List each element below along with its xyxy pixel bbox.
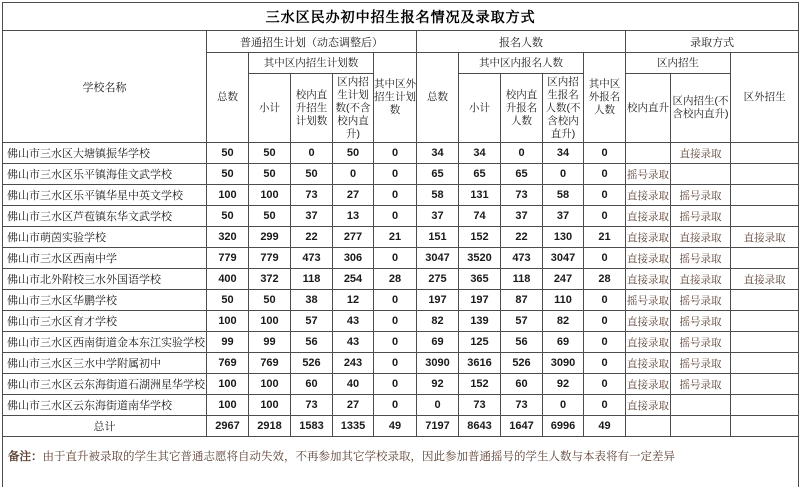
value-cell: 131 (459, 185, 501, 206)
value-cell: 365 (459, 269, 501, 290)
admission-method-cell: 直接录取 (626, 353, 671, 374)
value-cell: 34 (459, 143, 501, 164)
value-cell: 8643 (459, 416, 501, 437)
value-cell: 50 (291, 164, 333, 185)
admission-method-cell: 摇号录取 (671, 332, 731, 353)
value-cell: 0 (584, 248, 626, 269)
table-row (3, 353, 799, 374)
value-cell: 100 (207, 311, 249, 332)
col-header-plan-outside: 其中区外招生计划数 (374, 53, 417, 143)
note-cell (3, 437, 799, 487)
value-cell: 43 (333, 311, 374, 332)
admission-method-cell: 直接录取 (626, 248, 671, 269)
value-cell: 57 (501, 311, 543, 332)
admission-method-cell: 直接录取 (731, 269, 799, 290)
value-cell: 1335 (333, 416, 374, 437)
value-cell: 769 (207, 353, 249, 374)
admission-method-cell: 摇号录取 (671, 374, 731, 395)
school-name-cell: 佛山市三水区云东海街道南华学校 (3, 395, 207, 416)
admission-method-cell (731, 374, 799, 395)
value-cell: 0 (374, 374, 417, 395)
value-cell: 0 (584, 332, 626, 353)
col-group-plan: 普通招生计划（动态调整后） (207, 31, 417, 53)
value-cell: 34 (543, 143, 584, 164)
value-cell: 50 (207, 143, 249, 164)
table-row (3, 185, 799, 206)
value-cell: 197 (417, 290, 459, 311)
value-cell: 0 (374, 395, 417, 416)
col-group-adm-inner: 区内招生 (626, 53, 731, 74)
value-cell: 82 (417, 311, 459, 332)
value-cell: 0 (374, 143, 417, 164)
col-header-reg-district: 区内招生报名人数(不含校内直升) (543, 74, 584, 143)
table-row (3, 143, 799, 164)
total-row (3, 416, 799, 437)
value-cell: 27 (333, 185, 374, 206)
value-cell: 100 (207, 395, 249, 416)
total-label-cell: 总计 (3, 416, 207, 437)
col-header-school: 学校名称 (3, 31, 207, 143)
value-cell: 22 (291, 227, 333, 248)
value-cell: 130 (543, 227, 584, 248)
value-cell: 769 (249, 353, 291, 374)
value-cell: 73 (291, 395, 333, 416)
table-row (3, 290, 799, 311)
school-name-cell: 佛山市三水区云东海街道石湖洲星华学校 (3, 374, 207, 395)
header-group-row (3, 31, 799, 53)
admission-method-cell (731, 395, 799, 416)
value-cell: 0 (584, 185, 626, 206)
value-cell: 0 (374, 206, 417, 227)
value-cell: 28 (374, 269, 417, 290)
admission-method-cell: 直接录取 (626, 311, 671, 332)
col-header-reg-total: 总数 (417, 53, 459, 143)
admission-method-cell (731, 248, 799, 269)
admission-method-cell (671, 416, 731, 437)
note-row (3, 437, 799, 487)
value-cell: 74 (459, 206, 501, 227)
school-name-cell: 佛山市三水区大塘镇振华学校 (3, 143, 207, 164)
school-name-cell: 佛山市三水区西南街道金本东江实验学校 (3, 332, 207, 353)
value-cell: 6996 (543, 416, 584, 437)
col-header-adm-direct: 校内直升 (626, 74, 671, 143)
value-cell: 0 (374, 185, 417, 206)
value-cell: 0 (584, 206, 626, 227)
value-cell: 152 (459, 227, 501, 248)
admission-method-cell: 摇号录取 (671, 206, 731, 227)
table-row (3, 332, 799, 353)
value-cell: 0 (374, 311, 417, 332)
value-cell: 37 (291, 206, 333, 227)
value-cell: 99 (249, 332, 291, 353)
value-cell: 34 (417, 143, 459, 164)
col-header-adm-outside: 区外招生 (731, 53, 799, 143)
value-cell: 197 (459, 290, 501, 311)
value-cell: 118 (291, 269, 333, 290)
col-group-plan-inner: 其中区内招生计划数 (249, 53, 374, 74)
value-cell: 1583 (291, 416, 333, 437)
value-cell: 73 (459, 395, 501, 416)
value-cell: 0 (374, 290, 417, 311)
value-cell: 3047 (543, 248, 584, 269)
admission-method-cell (731, 164, 799, 185)
admission-method-cell (731, 290, 799, 311)
admission-method-cell: 直接录取 (626, 332, 671, 353)
admission-method-cell (671, 395, 731, 416)
value-cell: 50 (207, 290, 249, 311)
value-cell: 7197 (417, 416, 459, 437)
admission-method-cell: 直接录取 (626, 185, 671, 206)
value-cell: 0 (584, 290, 626, 311)
admission-method-cell: 摇号录取 (626, 164, 671, 185)
value-cell: 100 (249, 374, 291, 395)
value-cell: 3520 (459, 248, 501, 269)
value-cell: 0 (374, 332, 417, 353)
admission-method-cell: 摇号录取 (671, 311, 731, 332)
value-cell: 38 (291, 290, 333, 311)
value-cell: 43 (333, 332, 374, 353)
value-cell: 0 (584, 143, 626, 164)
value-cell: 50 (333, 143, 374, 164)
value-cell: 299 (249, 227, 291, 248)
table-row (3, 374, 799, 395)
value-cell: 56 (291, 332, 333, 353)
admission-method-cell: 直接录取 (731, 227, 799, 248)
value-cell: 0 (374, 353, 417, 374)
value-cell: 50 (249, 164, 291, 185)
value-cell: 2967 (207, 416, 249, 437)
admission-method-cell: 摇号录取 (671, 248, 731, 269)
admission-method-cell: 直接录取 (671, 269, 731, 290)
school-name-cell: 佛山市萌茵实验学校 (3, 227, 207, 248)
value-cell: 125 (459, 332, 501, 353)
value-cell: 3616 (459, 353, 501, 374)
value-cell: 275 (417, 269, 459, 290)
value-cell: 526 (291, 353, 333, 374)
value-cell: 82 (543, 311, 584, 332)
value-cell: 372 (249, 269, 291, 290)
title-row (3, 3, 799, 31)
admission-method-cell: 直接录取 (626, 206, 671, 227)
value-cell: 22 (501, 227, 543, 248)
value-cell: 400 (207, 269, 249, 290)
value-cell: 12 (333, 290, 374, 311)
admission-method-cell (731, 143, 799, 164)
admission-method-cell (731, 185, 799, 206)
admission-method-cell: 直接录取 (671, 143, 731, 164)
value-cell: 37 (543, 206, 584, 227)
table-row (3, 227, 799, 248)
school-name-cell: 佛山市三水区华鹏学校 (3, 290, 207, 311)
value-cell: 28 (584, 269, 626, 290)
col-group-reg-inner: 其中区内报名人数 (459, 53, 584, 74)
value-cell: 40 (333, 374, 374, 395)
school-name-cell: 佛山市三水区育才学校 (3, 311, 207, 332)
note-text: 由于直升被录取的学生其它普通志愿将自动失效，不再参加其它学校录取，因此参加普通摇号的学生人数与本表将有一定差异 (42, 451, 675, 463)
admission-method-cell (626, 416, 671, 437)
admission-method-cell: 直接录取 (626, 374, 671, 395)
note-label: 备注： (8, 451, 43, 463)
col-header-plan-total: 总数 (207, 53, 249, 143)
value-cell: 110 (543, 290, 584, 311)
col-header-plan-district: 区内招生计划数(不含校内直升) (333, 74, 374, 143)
value-cell: 0 (584, 395, 626, 416)
value-cell: 21 (374, 227, 417, 248)
admission-method-cell (731, 416, 799, 437)
value-cell: 320 (207, 227, 249, 248)
value-cell: 49 (374, 416, 417, 437)
value-cell: 69 (417, 332, 459, 353)
enrollment-table (2, 2, 799, 487)
school-name-cell: 佛山市三水区西南中学 (3, 248, 207, 269)
admission-method-cell (731, 353, 799, 374)
value-cell: 87 (501, 290, 543, 311)
value-cell: 0 (584, 164, 626, 185)
value-cell: 473 (291, 248, 333, 269)
value-cell: 50 (249, 290, 291, 311)
value-cell: 277 (333, 227, 374, 248)
value-cell: 3047 (417, 248, 459, 269)
value-cell: 100 (249, 311, 291, 332)
admission-method-cell: 直接录取 (626, 227, 671, 248)
value-cell: 0 (333, 164, 374, 185)
value-cell: 254 (333, 269, 374, 290)
value-cell: 151 (417, 227, 459, 248)
col-header-plan-direct: 校内直升招生计划数 (291, 74, 333, 143)
admission-method-cell: 摇号录取 (671, 185, 731, 206)
value-cell: 0 (543, 164, 584, 185)
admission-method-cell: 摇号录取 (671, 290, 731, 311)
value-cell: 37 (417, 206, 459, 227)
school-name-cell: 佛山市三水区乐平镇华星中英文学校 (3, 185, 207, 206)
table-row (3, 395, 799, 416)
admission-method-cell: 直接录取 (671, 227, 731, 248)
admission-method-cell: 直接录取 (626, 269, 671, 290)
admission-method-cell (671, 164, 731, 185)
value-cell: 3090 (543, 353, 584, 374)
col-group-admission: 录取方式 (626, 31, 799, 53)
value-cell: 27 (333, 395, 374, 416)
table-row (3, 248, 799, 269)
table-row (3, 164, 799, 185)
value-cell: 0 (291, 143, 333, 164)
admission-method-cell (731, 311, 799, 332)
admission-method-cell (731, 332, 799, 353)
value-cell: 65 (459, 164, 501, 185)
value-cell: 2918 (249, 416, 291, 437)
table-row (3, 269, 799, 290)
value-cell: 60 (291, 374, 333, 395)
table-row (3, 311, 799, 332)
value-cell: 306 (333, 248, 374, 269)
value-cell: 0 (543, 395, 584, 416)
value-cell: 0 (501, 143, 543, 164)
table-row (3, 206, 799, 227)
value-cell: 99 (207, 332, 249, 353)
value-cell: 779 (249, 248, 291, 269)
value-cell: 50 (207, 206, 249, 227)
value-cell: 50 (249, 143, 291, 164)
col-header-plan-subtotal: 小计 (249, 74, 291, 143)
value-cell: 65 (501, 164, 543, 185)
value-cell: 50 (249, 206, 291, 227)
value-cell: 3090 (417, 353, 459, 374)
value-cell: 69 (543, 332, 584, 353)
value-cell: 73 (501, 395, 543, 416)
admission-method-cell (731, 206, 799, 227)
value-cell: 73 (291, 185, 333, 206)
col-group-registration: 报名人数 (417, 31, 626, 53)
value-cell: 0 (417, 395, 459, 416)
value-cell: 139 (459, 311, 501, 332)
value-cell: 58 (417, 185, 459, 206)
col-header-reg-subtotal: 小计 (459, 74, 501, 143)
value-cell: 152 (459, 374, 501, 395)
value-cell: 526 (501, 353, 543, 374)
value-cell: 50 (207, 164, 249, 185)
value-cell: 60 (501, 374, 543, 395)
admission-method-cell: 摇号录取 (626, 290, 671, 311)
school-name-cell: 佛山市北外附校三水外国语学校 (3, 269, 207, 290)
school-name-cell: 佛山市三水区三水中学附属初中 (3, 353, 207, 374)
value-cell: 0 (584, 353, 626, 374)
value-cell: 0 (584, 311, 626, 332)
value-cell: 73 (501, 185, 543, 206)
value-cell: 92 (543, 374, 584, 395)
value-cell: 1647 (501, 416, 543, 437)
value-cell: 100 (207, 374, 249, 395)
value-cell: 0 (374, 164, 417, 185)
page-title: 三水区民办初中招生报名情况及录取方式 (3, 3, 799, 31)
value-cell: 13 (333, 206, 374, 227)
value-cell: 49 (584, 416, 626, 437)
value-cell: 0 (584, 374, 626, 395)
school-name-cell: 佛山市三水区芦苞镇东华文武学校 (3, 206, 207, 227)
value-cell: 100 (207, 185, 249, 206)
col-header-reg-outside: 其中区外报名人数 (584, 53, 626, 143)
admission-method-cell: 摇号录取 (671, 353, 731, 374)
value-cell: 0 (374, 248, 417, 269)
school-name-cell: 佛山市三水区乐平镇海佳文武学校 (3, 164, 207, 185)
admission-method-cell: 直接录取 (626, 395, 671, 416)
value-cell: 21 (584, 227, 626, 248)
value-cell: 58 (543, 185, 584, 206)
col-header-adm-district: 区内招生(不含校内直升) (671, 74, 731, 143)
value-cell: 100 (249, 185, 291, 206)
value-cell: 65 (417, 164, 459, 185)
value-cell: 247 (543, 269, 584, 290)
admission-method-cell (626, 143, 671, 164)
col-header-reg-direct: 校内直升报名人数 (501, 74, 543, 143)
value-cell: 243 (333, 353, 374, 374)
value-cell: 57 (291, 311, 333, 332)
value-cell: 779 (207, 248, 249, 269)
value-cell: 118 (501, 269, 543, 290)
value-cell: 37 (501, 206, 543, 227)
value-cell: 473 (501, 248, 543, 269)
value-cell: 56 (501, 332, 543, 353)
value-cell: 100 (249, 395, 291, 416)
value-cell: 92 (417, 374, 459, 395)
